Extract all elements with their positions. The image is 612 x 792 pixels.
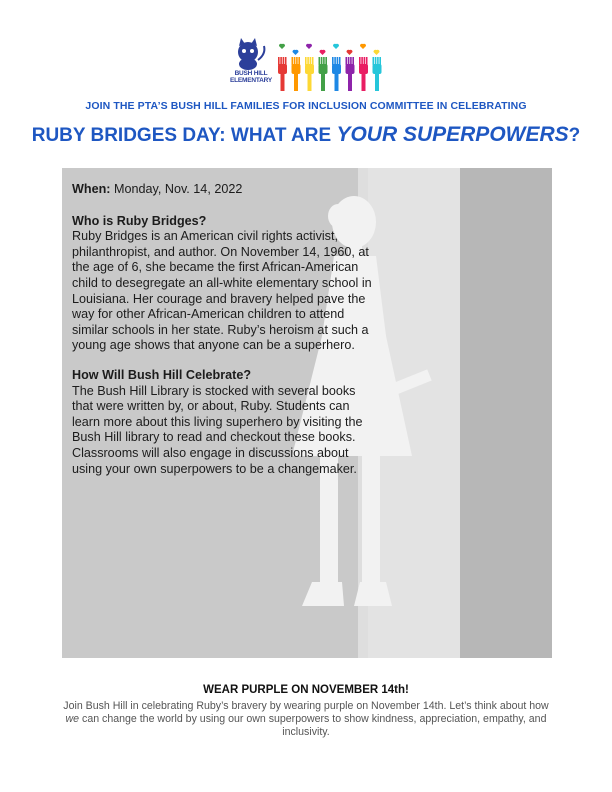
hand-8 bbox=[373, 50, 382, 91]
school-name-line2: ELEMENTARY bbox=[229, 77, 273, 84]
info-panel bbox=[62, 168, 552, 658]
wear-purple-text bbox=[56, 700, 556, 739]
panel-content bbox=[72, 182, 372, 491]
headline-title-start: RUBY BRIDGES DAY: WHAT ARE bbox=[31, 125, 337, 146]
hand-1 bbox=[278, 44, 287, 91]
footer-text-end: can change the world by using our own superpowers to show kindness, appreciation, empathy, and inclusivity. bbox=[79, 713, 547, 738]
headline-intro: JOIN THE PTA’S BUSH HILL FAMILIES FOR INCLUSION COMMITTEE IN CELEBRATING bbox=[85, 100, 527, 112]
wear-purple-title: WEAR PURPLE ON NOVEMBER 14th! bbox=[203, 684, 409, 696]
event-date bbox=[72, 182, 372, 198]
who-title: Who is Ruby Bridges? bbox=[72, 213, 207, 228]
headline-title-end: ? bbox=[568, 125, 581, 146]
hand-5 bbox=[332, 44, 341, 91]
hand-2 bbox=[292, 50, 301, 91]
who-text: Ruby Bridges is an American civil rights activist, philanthropist, and author. On November 14, 1960, at the age of 6, she became the first African-American child to desegregate an all-white elementary school in Louisiana. Her courage and bravery helped pave the way for other African-American children to attend similar schools in her state. Ruby’s heroism at such a young age shows that anyone can be a superhero. bbox=[72, 229, 372, 353]
footer-text-start: Join Bush Hill in celebrating Ruby’s bravery by wearing purple on November 14th. Let’s think about how bbox=[63, 700, 549, 712]
headline-title-emphasis: YOUR SUPERPOWERS bbox=[336, 123, 569, 146]
hand-6 bbox=[346, 50, 355, 91]
school-name-line1: BUSH HILL bbox=[234, 70, 268, 77]
headline-title bbox=[0, 123, 612, 147]
hand-7 bbox=[359, 44, 368, 91]
footer-text-emphasis: we bbox=[65, 713, 80, 725]
when-value: Monday, Nov. 14, 2022 bbox=[110, 182, 243, 196]
logo bbox=[228, 38, 388, 96]
hand-4 bbox=[319, 50, 328, 91]
raised-hands-hearts-icon bbox=[274, 40, 386, 94]
door-frame bbox=[460, 168, 552, 658]
when-label: When: bbox=[72, 182, 111, 196]
hand-3 bbox=[305, 44, 314, 91]
how-title: How Will Bush Hill Celebrate? bbox=[72, 367, 252, 382]
school-name bbox=[228, 70, 274, 84]
how-text: The Bush Hill Library is stocked with several books that were written by, or about, Ruby. Students can learn more about this living superhero by visiting the Bush Hill library to read and checkout these books. Classrooms will also engage in discussions about using your own superpowers to be a changemaker. bbox=[72, 383, 363, 476]
